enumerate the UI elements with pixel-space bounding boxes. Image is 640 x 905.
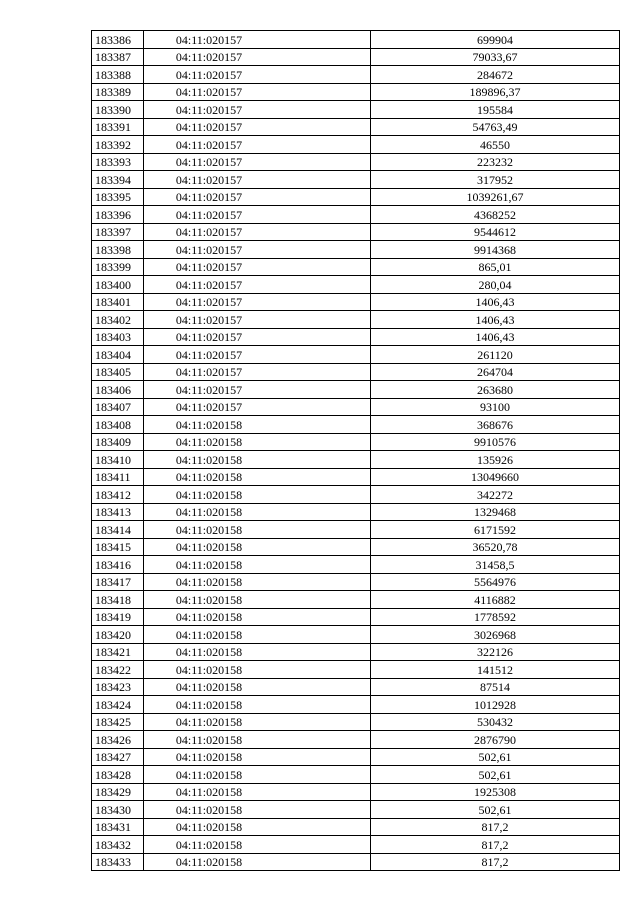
row-id-cell: 183415: [92, 538, 144, 556]
row-id-cell: 183400: [92, 276, 144, 294]
table-row: [92, 836, 620, 854]
cadastral-code-cell: 04:11:020158: [144, 853, 371, 871]
cadastral-code-cell: 04:11:020158: [144, 433, 371, 451]
row-id-cell: 183394: [92, 171, 144, 189]
table-row: [92, 66, 620, 84]
table-row: [92, 591, 620, 609]
value-cell: 54763,49: [371, 118, 620, 136]
table-row: [92, 748, 620, 766]
cadastral-code-cell: 04:11:020158: [144, 626, 371, 644]
value-cell: 530432: [371, 713, 620, 731]
row-id-cell: 183392: [92, 136, 144, 154]
value-cell: 1778592: [371, 608, 620, 626]
value-cell: 342272: [371, 486, 620, 504]
cadastral-code-cell: 04:11:020158: [144, 556, 371, 574]
value-cell: 31458,5: [371, 556, 620, 574]
row-id-cell: 183414: [92, 521, 144, 539]
cadastral-code-cell: 04:11:020157: [144, 188, 371, 206]
row-id-cell: 183393: [92, 153, 144, 171]
row-id-cell: 183387: [92, 48, 144, 66]
table-row: [92, 346, 620, 364]
cadastral-code-cell: 04:11:020157: [144, 101, 371, 119]
cadastral-code-cell: 04:11:020157: [144, 31, 371, 49]
table-row: [92, 31, 620, 49]
cadastral-code-cell: 04:11:020158: [144, 521, 371, 539]
table-row: [92, 83, 620, 101]
cadastral-code-cell: 04:11:020158: [144, 748, 371, 766]
row-id-cell: 183405: [92, 363, 144, 381]
table-row: [92, 188, 620, 206]
value-cell: 195584: [371, 101, 620, 119]
row-id-cell: 183386: [92, 31, 144, 49]
table-row: [92, 538, 620, 556]
data-table: [91, 30, 620, 871]
value-cell: 817,2: [371, 853, 620, 871]
cadastral-code-cell: 04:11:020157: [144, 311, 371, 329]
table-row: [92, 206, 620, 224]
table-row: [92, 276, 620, 294]
table-row: [92, 853, 620, 871]
cadastral-code-cell: 04:11:020158: [144, 731, 371, 749]
cadastral-code-cell: 04:11:020158: [144, 608, 371, 626]
row-id-cell: 183421: [92, 643, 144, 661]
cadastral-code-cell: 04:11:020158: [144, 713, 371, 731]
table-row: [92, 241, 620, 259]
cadastral-code-cell: 04:11:020157: [144, 241, 371, 259]
table-row: [92, 818, 620, 836]
value-cell: 135926: [371, 451, 620, 469]
cadastral-code-cell: 04:11:020158: [144, 696, 371, 714]
table-row: [92, 398, 620, 416]
value-cell: 322126: [371, 643, 620, 661]
value-cell: 5564976: [371, 573, 620, 591]
row-id-cell: 183417: [92, 573, 144, 591]
cadastral-code-cell: 04:11:020157: [144, 398, 371, 416]
row-id-cell: 183422: [92, 661, 144, 679]
table-row: [92, 153, 620, 171]
table-row: [92, 328, 620, 346]
cadastral-code-cell: 04:11:020158: [144, 643, 371, 661]
value-cell: 13049660: [371, 468, 620, 486]
cadastral-code-cell: 04:11:020157: [144, 328, 371, 346]
value-cell: 264704: [371, 363, 620, 381]
value-cell: 9910576: [371, 433, 620, 451]
value-cell: 9914368: [371, 241, 620, 259]
row-id-cell: 183433: [92, 853, 144, 871]
cadastral-code-cell: 04:11:020157: [144, 363, 371, 381]
table-row: [92, 468, 620, 486]
value-cell: 36520,78: [371, 538, 620, 556]
row-id-cell: 183412: [92, 486, 144, 504]
value-cell: 1039261,67: [371, 188, 620, 206]
table-row: [92, 381, 620, 399]
value-cell: 4116882: [371, 591, 620, 609]
value-cell: 817,2: [371, 818, 620, 836]
row-id-cell: 183404: [92, 346, 144, 364]
cadastral-code-cell: 04:11:020157: [144, 136, 371, 154]
value-cell: 3026968: [371, 626, 620, 644]
cadastral-code-cell: 04:11:020157: [144, 223, 371, 241]
value-cell: 6171592: [371, 521, 620, 539]
cadastral-code-cell: 04:11:020158: [144, 783, 371, 801]
value-cell: 699904: [371, 31, 620, 49]
value-cell: 223232: [371, 153, 620, 171]
row-id-cell: 183408: [92, 416, 144, 434]
row-id-cell: 183418: [92, 591, 144, 609]
cadastral-code-cell: 04:11:020157: [144, 276, 371, 294]
table-row: [92, 486, 620, 504]
row-id-cell: 183411: [92, 468, 144, 486]
value-cell: 1329468: [371, 503, 620, 521]
table-row: [92, 433, 620, 451]
table-row: [92, 223, 620, 241]
value-cell: 368676: [371, 416, 620, 434]
cadastral-code-cell: 04:11:020157: [144, 48, 371, 66]
table-row: [92, 573, 620, 591]
row-id-cell: 183423: [92, 678, 144, 696]
table-row: [92, 451, 620, 469]
value-cell: 93100: [371, 398, 620, 416]
cadastral-code-cell: 04:11:020158: [144, 503, 371, 521]
table-row: [92, 363, 620, 381]
value-cell: 263680: [371, 381, 620, 399]
row-id-cell: 183391: [92, 118, 144, 136]
row-id-cell: 183396: [92, 206, 144, 224]
table-row: [92, 766, 620, 784]
cadastral-code-cell: 04:11:020158: [144, 661, 371, 679]
table-row: [92, 556, 620, 574]
row-id-cell: 183413: [92, 503, 144, 521]
table-row: [92, 678, 620, 696]
table-row: [92, 731, 620, 749]
row-id-cell: 183397: [92, 223, 144, 241]
row-id-cell: 183407: [92, 398, 144, 416]
row-id-cell: 183398: [92, 241, 144, 259]
value-cell: 1406,43: [371, 311, 620, 329]
value-cell: 502,61: [371, 766, 620, 784]
table-row: [92, 626, 620, 644]
cadastral-code-cell: 04:11:020158: [144, 591, 371, 609]
value-cell: 141512: [371, 661, 620, 679]
row-id-cell: 183416: [92, 556, 144, 574]
table-row: [92, 643, 620, 661]
row-id-cell: 183399: [92, 258, 144, 276]
table-row: [92, 503, 620, 521]
cadastral-code-cell: 04:11:020158: [144, 801, 371, 819]
row-id-cell: 183429: [92, 783, 144, 801]
value-cell: 1925308: [371, 783, 620, 801]
row-id-cell: 183430: [92, 801, 144, 819]
table-row: [92, 713, 620, 731]
table-row: [92, 311, 620, 329]
value-cell: 865,01: [371, 258, 620, 276]
value-cell: 189896,37: [371, 83, 620, 101]
row-id-cell: 183409: [92, 433, 144, 451]
table-row: [92, 171, 620, 189]
table-row: [92, 101, 620, 119]
value-cell: 261120: [371, 346, 620, 364]
table-body: [92, 31, 620, 871]
table-row: [92, 661, 620, 679]
row-id-cell: 183395: [92, 188, 144, 206]
row-id-cell: 183425: [92, 713, 144, 731]
table-row: [92, 136, 620, 154]
cadastral-code-cell: 04:11:020158: [144, 573, 371, 591]
row-id-cell: 183406: [92, 381, 144, 399]
cadastral-code-cell: 04:11:020158: [144, 451, 371, 469]
value-cell: 1012928: [371, 696, 620, 714]
value-cell: 502,61: [371, 748, 620, 766]
row-id-cell: 183424: [92, 696, 144, 714]
row-id-cell: 183427: [92, 748, 144, 766]
cadastral-code-cell: 04:11:020157: [144, 171, 371, 189]
row-id-cell: 183401: [92, 293, 144, 311]
value-cell: 817,2: [371, 836, 620, 854]
row-id-cell: 183431: [92, 818, 144, 836]
value-cell: 9544612: [371, 223, 620, 241]
cadastral-code-cell: 04:11:020158: [144, 678, 371, 696]
cadastral-code-cell: 04:11:020158: [144, 486, 371, 504]
table-row: [92, 696, 620, 714]
cadastral-code-cell: 04:11:020157: [144, 258, 371, 276]
value-cell: 79033,67: [371, 48, 620, 66]
value-cell: 46550: [371, 136, 620, 154]
value-cell: 87514: [371, 678, 620, 696]
row-id-cell: 183402: [92, 311, 144, 329]
value-cell: 280,04: [371, 276, 620, 294]
row-id-cell: 183403: [92, 328, 144, 346]
table-row: [92, 416, 620, 434]
cadastral-code-cell: 04:11:020157: [144, 118, 371, 136]
cadastral-code-cell: 04:11:020157: [144, 293, 371, 311]
table-row: [92, 608, 620, 626]
cadastral-code-cell: 04:11:020158: [144, 818, 371, 836]
row-id-cell: 183420: [92, 626, 144, 644]
cadastral-code-cell: 04:11:020158: [144, 416, 371, 434]
table-row: [92, 293, 620, 311]
table-row: [92, 118, 620, 136]
cadastral-code-cell: 04:11:020157: [144, 153, 371, 171]
cadastral-code-cell: 04:11:020158: [144, 468, 371, 486]
row-id-cell: 183389: [92, 83, 144, 101]
value-cell: 284672: [371, 66, 620, 84]
value-cell: 502,61: [371, 801, 620, 819]
cadastral-code-cell: 04:11:020157: [144, 346, 371, 364]
cadastral-code-cell: 04:11:020157: [144, 66, 371, 84]
cadastral-code-cell: 04:11:020158: [144, 766, 371, 784]
row-id-cell: 183410: [92, 451, 144, 469]
cadastral-code-cell: 04:11:020157: [144, 381, 371, 399]
value-cell: 1406,43: [371, 293, 620, 311]
table-row: [92, 258, 620, 276]
value-cell: 2876790: [371, 731, 620, 749]
row-id-cell: 183388: [92, 66, 144, 84]
value-cell: 1406,43: [371, 328, 620, 346]
cadastral-code-cell: 04:11:020158: [144, 836, 371, 854]
table-row: [92, 521, 620, 539]
row-id-cell: 183428: [92, 766, 144, 784]
table-row: [92, 801, 620, 819]
table-row: [92, 48, 620, 66]
row-id-cell: 183390: [92, 101, 144, 119]
cadastral-code-cell: 04:11:020157: [144, 83, 371, 101]
table-row: [92, 783, 620, 801]
value-cell: 317952: [371, 171, 620, 189]
row-id-cell: 183419: [92, 608, 144, 626]
row-id-cell: 183432: [92, 836, 144, 854]
cadastral-code-cell: 04:11:020158: [144, 538, 371, 556]
row-id-cell: 183426: [92, 731, 144, 749]
value-cell: 4368252: [371, 206, 620, 224]
cadastral-code-cell: 04:11:020157: [144, 206, 371, 224]
